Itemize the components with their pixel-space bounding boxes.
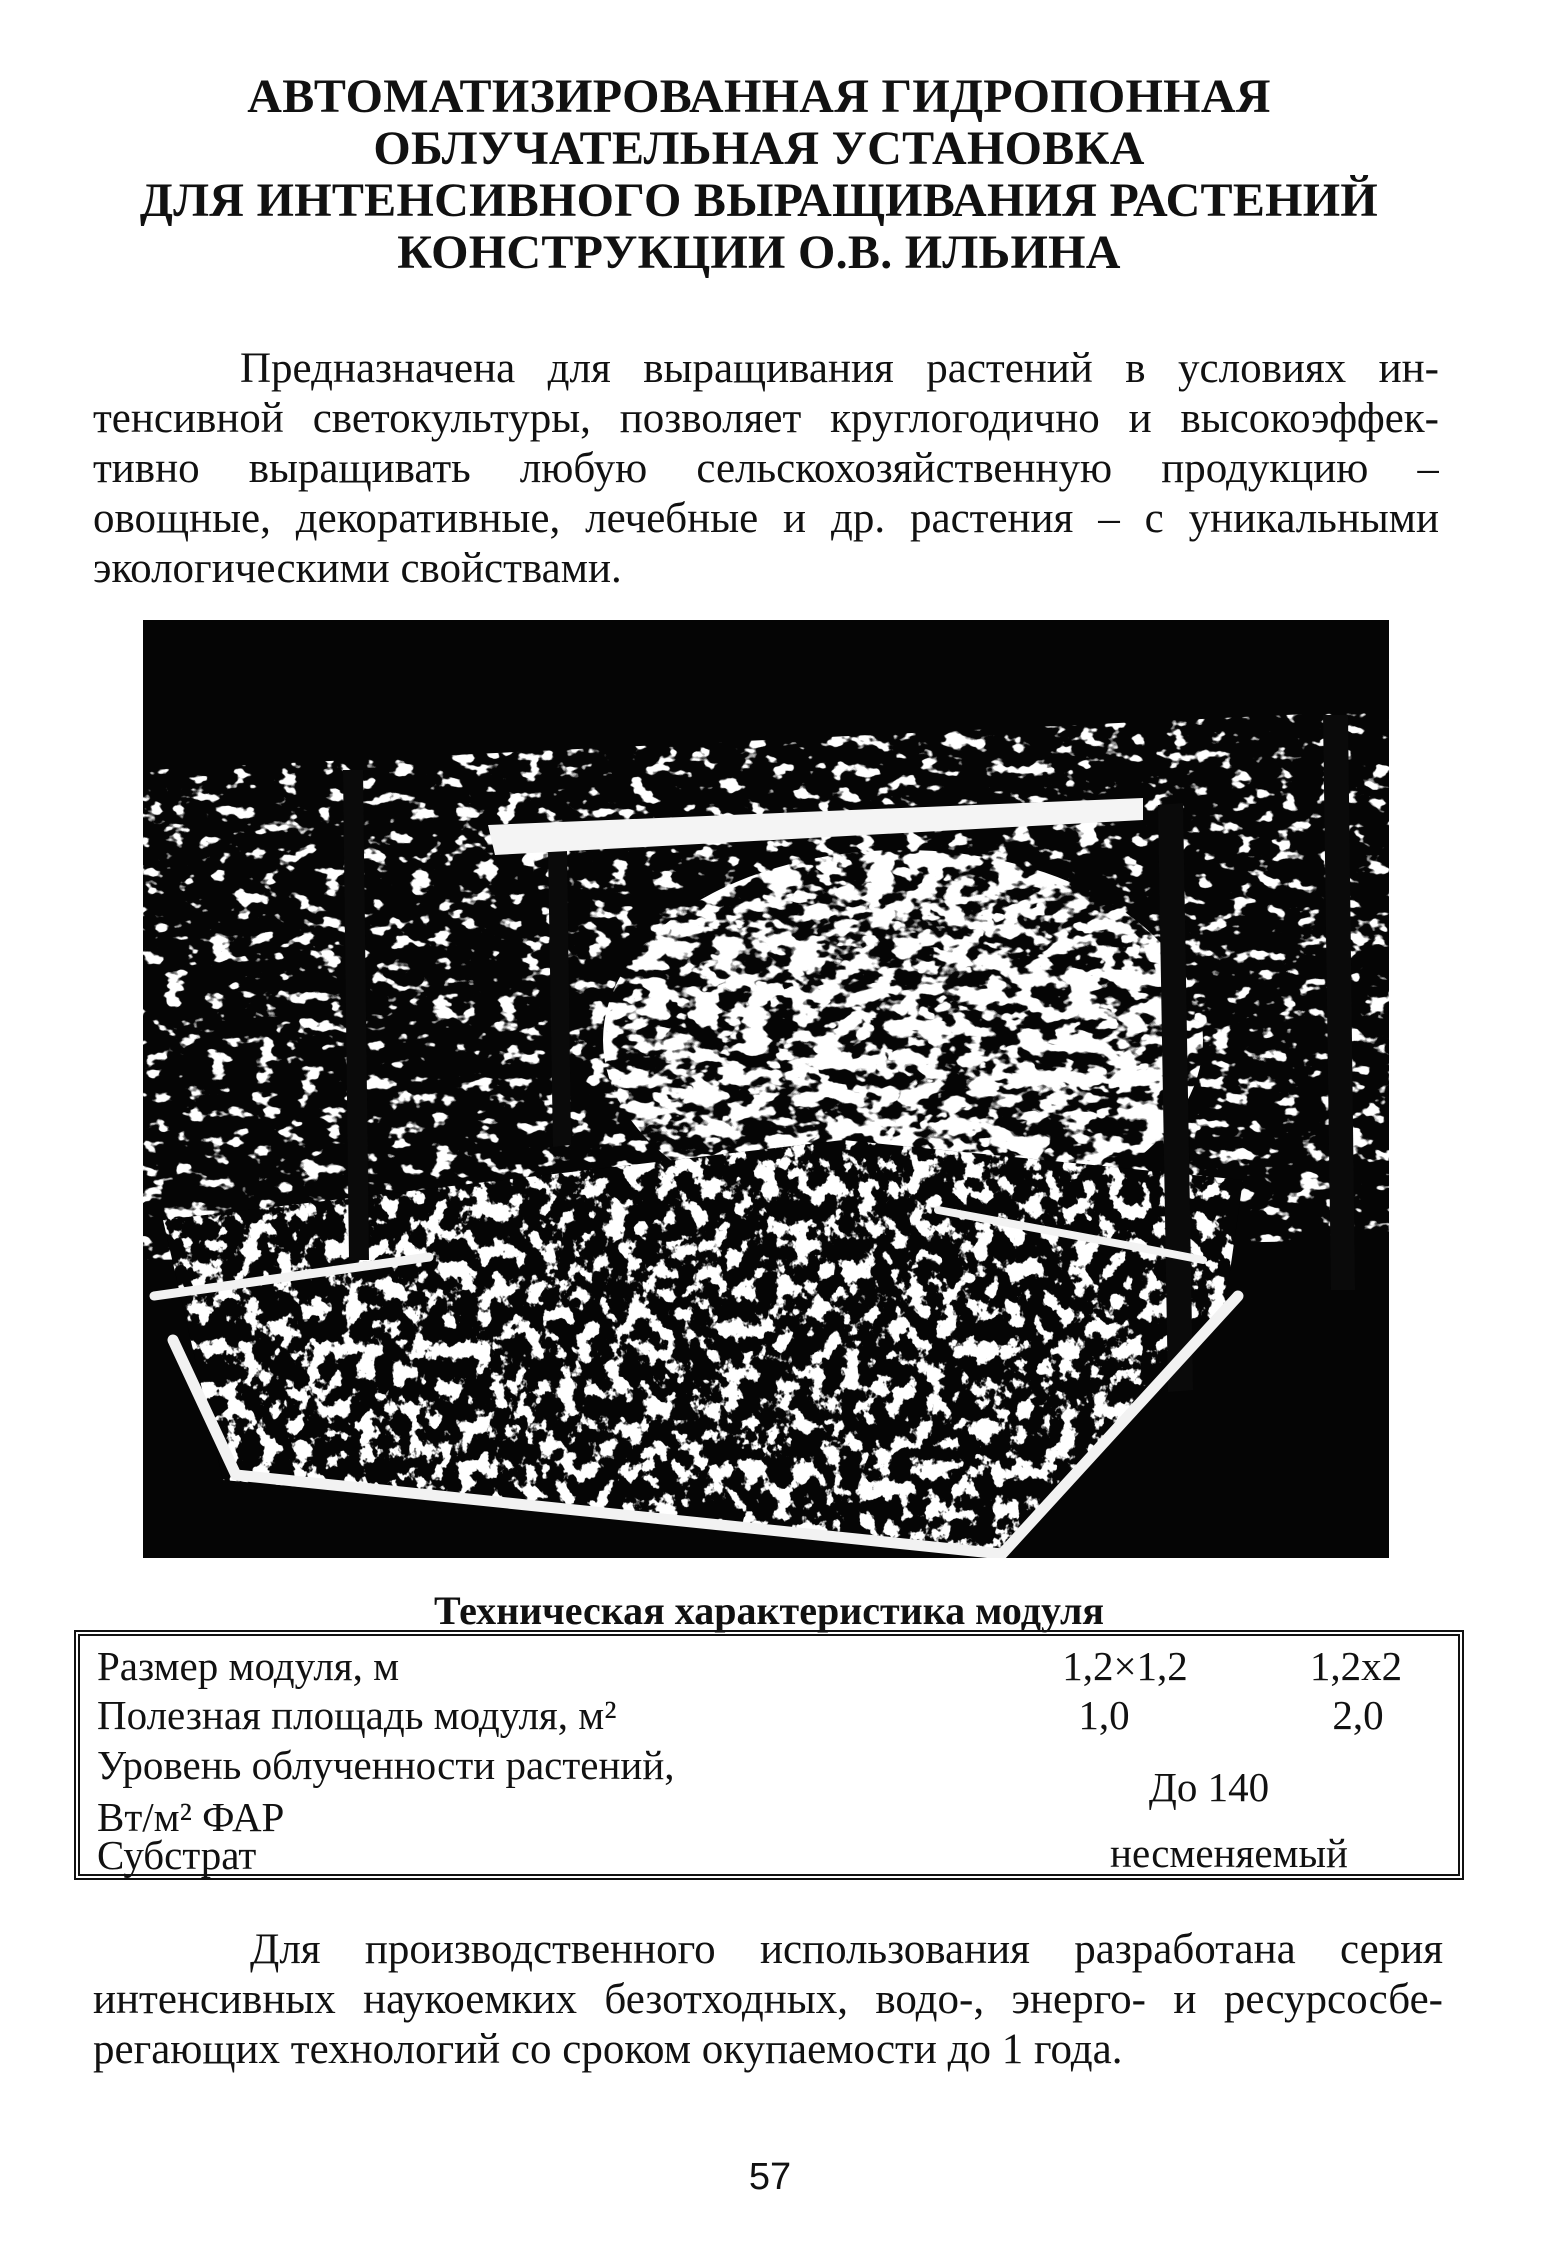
- irradiance-unit-label: Вт/м² ФАР: [97, 1794, 285, 1840]
- size-value-b: 1,2х2: [1309, 1643, 1403, 1689]
- area-label: Полезная площадь модуля, м²: [97, 1692, 617, 1738]
- hydroponic-unit-photo: [143, 620, 1389, 1558]
- area-value-b: 2,0: [1332, 1692, 1384, 1738]
- closing-paragraph: [93, 1925, 1443, 2075]
- intro-line: экологическими свойствами.: [93, 545, 622, 592]
- intro-paragraph: [93, 344, 1439, 594]
- substrate-value: несменяемый: [1110, 1830, 1348, 1876]
- size-value-a: 1,2×1,2: [1062, 1643, 1188, 1689]
- intro-line: овощные, декоративные, лечебные и др. растения – с уникальными: [93, 495, 1439, 542]
- irradiance-label: Уровень облученности растений,: [97, 1742, 675, 1788]
- intro-line: Предназначена для выращивания растений в условиях ин-: [240, 345, 1439, 392]
- page-number: 57: [748, 2156, 792, 2198]
- intro-line: тивно выращивать любую сельскохозяйственную продукцию –: [93, 445, 1439, 492]
- closing-line: регающих технологий со сроком окупаемости до 1 года.: [93, 2026, 1123, 2073]
- specs-caption: Техническая характеристика модуля: [433, 1588, 1105, 1633]
- area-value-a: 1,0: [1078, 1692, 1130, 1738]
- irradiance-value: До 140: [1148, 1764, 1270, 1810]
- closing-line: Для производственного использования разработана серия: [250, 1926, 1443, 1973]
- substrate-label: Субстрат: [97, 1832, 257, 1878]
- specs-table: [74, 1630, 1464, 1880]
- title-line: КОНСТРУКЦИИ О.В. ИЛЬИНА: [397, 226, 1121, 279]
- title-line: ДЛЯ ИНТЕНСИВНОГО ВЫРАЩИВАНИЯ РАСТЕНИЙ: [139, 174, 1379, 227]
- title-line: АВТОМАТИЗИРОВАННАЯ ГИДРОПОННАЯ: [247, 70, 1271, 123]
- intro-line: тенсивной светокультуры, позволяет круглогодично и высокоэффек-: [93, 395, 1439, 442]
- size-label: Размер модуля, м: [97, 1643, 400, 1689]
- closing-line: интенсивных наукоемких безотходных, водо-, энерго- и ресурсосбе-: [93, 1976, 1443, 2023]
- title-line: ОБЛУЧАТЕЛЬНАЯ УСТАНОВКА: [373, 122, 1145, 175]
- page-title: [0, 71, 1518, 279]
